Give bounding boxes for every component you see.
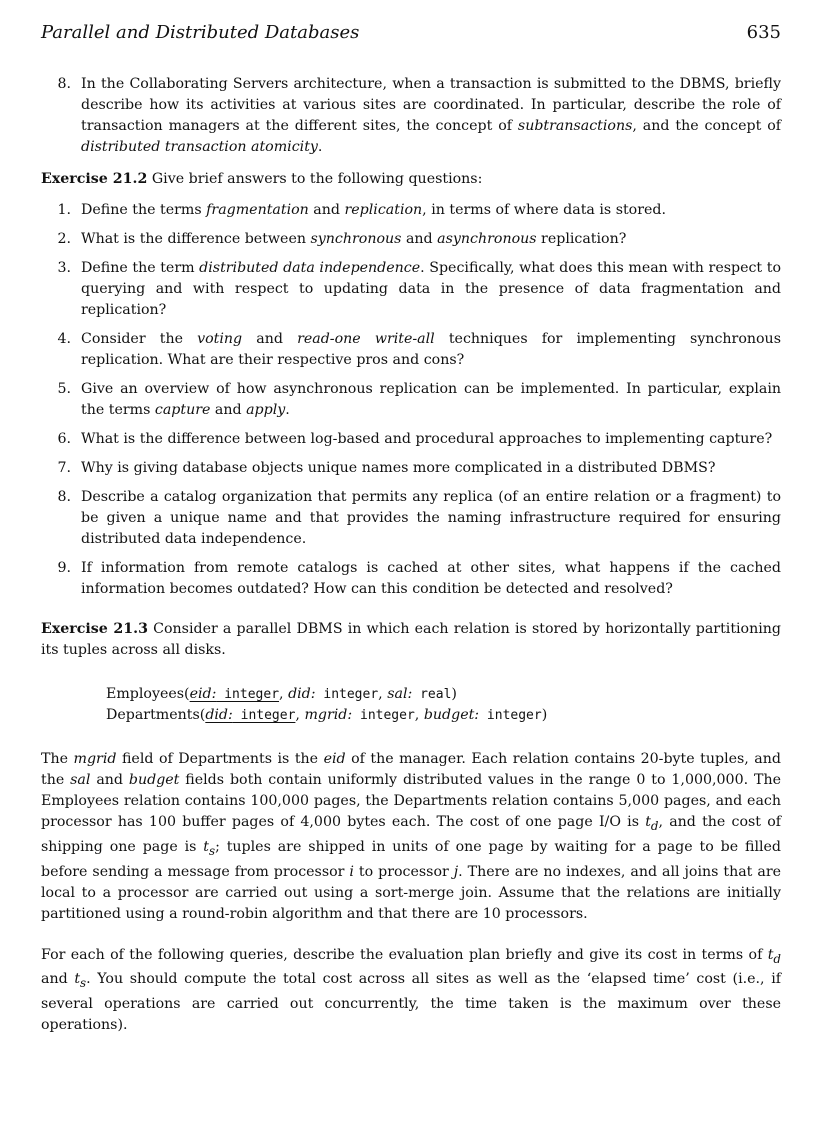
page [41, 18, 781, 1036]
ex212-q3: 3. Define the term distributed data independence. Specifically, what does this mean with respect to querying and with respect to updating data in the presence of data fragmentation and replication? [57, 260, 781, 318]
ex212-q7: 7. Why is giving database objects unique names more complicated in a distributed DBMS? [57, 460, 716, 476]
exercise-21-3-intro: Exercise 21.3 Consider a parallel DBMS in which each relation is stored by horizontally partitioning its tuples across all disks. [41, 621, 781, 658]
relation-schemas [41, 684, 781, 726]
ex212-q8: 8. Describe a catalog organization that permits any replica (of an entire relation or a fragment) to be given a unique name and that provides the naming infrastructure required for ensuring distributed data independence. [57, 489, 781, 547]
exercise-21-3-description: The mgrid field of Departments is the eid of the manager. Each relation contains 20-byte tuples, and the sal and budget fields both contain uniformly distributed values in the range 0 to 1,000,000. The Employees relation contains 100,000 pages, the Departments relation contains 5,000 pages, and each processor has 100 buffer pages of 4,000 bytes each. The cost of one page I/O is $t_d$, and the cost of shipping one page is $t_s$; tuples are shipped in units of one page by waiting for a page to be filled before sending a message from processor i to processor j. There are no indexes, and all joins that are local to a processor are carried out using a sort-merge join. Assume that the relations are initially partitioned using a round-robin algorithm and that there are 10 processors. [41, 751, 782, 922]
ex212-q9: 9. If information from remote catalogs is cached at other sites, what happens if the cached information becomes outdated? How can this condition be detected and resolved? [57, 560, 781, 597]
ex212-q4: 4. Consider the voting and read-one write-all techniques for implementing synchronous replication. What are their respective pros and cons? [57, 331, 781, 368]
ex212-q6: 6. What is the difference between log-based and procedural approaches to implementing capture? [57, 431, 773, 447]
departments-schema: Departments(did: integer, mgrid: integer, budget: integer) [106, 707, 548, 723]
exercise-21-3-instructions: For each of the following queries, describe the evaluation plan briefly and give its cost in terms of $t_d$ and $t_s$. You should compute the total cost across all sites as well as the ‘elapsed time’ cost (i.e., if several operations are carried out concurrently, the time taken is the maximum over these operations). [41, 946, 781, 1034]
ex212-q2: 2. What is the difference between synchronous and asynchronous replication? [57, 231, 627, 247]
exercise-21-2-heading: Exercise 21.2 Give brief answers to the following questions: [41, 171, 483, 187]
employees-schema: Employees(eid: integer, did: integer, sal: real) [106, 686, 457, 702]
running-header [41, 18, 781, 48]
question-8-prev: 8. In the Collaborating Servers architecture, when a transaction is submitted to the DBMS, briefly describe how its activities at various sites are coordinated. In particular, describe the role of transaction managers at the different sites, the concept of subtransactions, and the concept of distributed transaction atomicity. [57, 76, 781, 155]
ex212-q1: 1. Define the terms fragmentation and replication, in terms of where data is stored. [57, 202, 666, 218]
ex212-q5: 5. Give an overview of how asynchronous replication can be implemented. In particular, explain the terms capture and apply. [57, 381, 781, 418]
page-number: 635 [746, 22, 781, 43]
running-title: Parallel and Distributed Databases [41, 22, 360, 43]
